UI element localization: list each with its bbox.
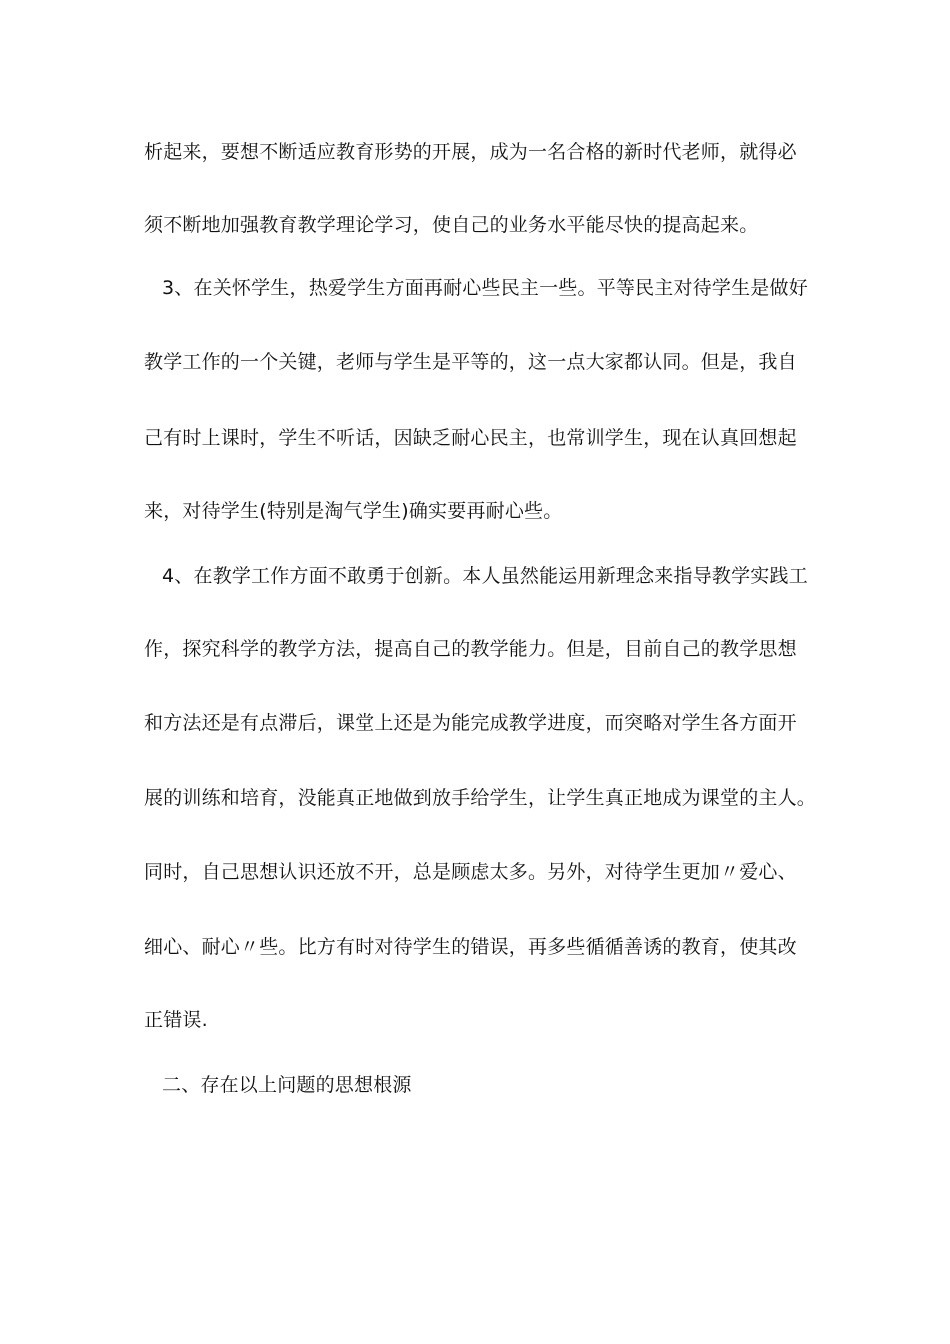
paragraph-line-2: 须不断地加强教育教学理论学习，使自己的业务水平能尽快的提高起来。 <box>144 214 759 236</box>
paragraph-line-8: 作，探究科学的教学方法，提高自己的教学能力。但是，目前自己的教学思想 <box>144 638 797 660</box>
section-heading: 二、存在以上问题的思想根源 <box>162 1074 412 1096</box>
paragraph-line-1: 析起来，要想不断适应教育形势的开展，成为一名合格的新时代老师，就得必 <box>144 141 797 163</box>
paragraph-line-12: 细心、耐心〃些。比方有时对待学生的错误，再多些循循善诱的教育，使其改 <box>144 936 797 958</box>
paragraph-line-10: 展的训练和培育，没能真正地做到放手给学生，让学生真正地成为课堂的主人。 <box>144 787 817 809</box>
paragraph-line-9: 和方法还是有点滞后，课堂上还是为能完成教学进度，而突略对学生各方面开 <box>144 712 797 734</box>
paragraph-line-4: 教学工作的一个关键，老师与学生是平等的，这一点大家都认同。但是，我自 <box>144 351 797 373</box>
paragraph-line-11: 同时，自己思想认识还放不开，总是顾虑太多。另外，对待学生更加〃爱心、 <box>144 861 797 883</box>
paragraph-line-7: 4、在教学工作方面不敢勇于创新。本人虽然能运用新理念来指导教学实践工 <box>162 565 808 587</box>
paragraph-line-5: 己有时上课时，学生不听话，因缺乏耐心民主，也常训学生，现在认真回想起 <box>144 427 797 449</box>
paragraph-line-13: 正错误. <box>144 1009 208 1031</box>
paragraph-line-3: 3、在关怀学生，热爱学生方面再耐心些民主一些。平等民主对待学生是做好 <box>162 277 808 299</box>
paragraph-line-6: 来，对待学生(特别是淘气学生)确实要再耐心些。 <box>144 500 563 522</box>
